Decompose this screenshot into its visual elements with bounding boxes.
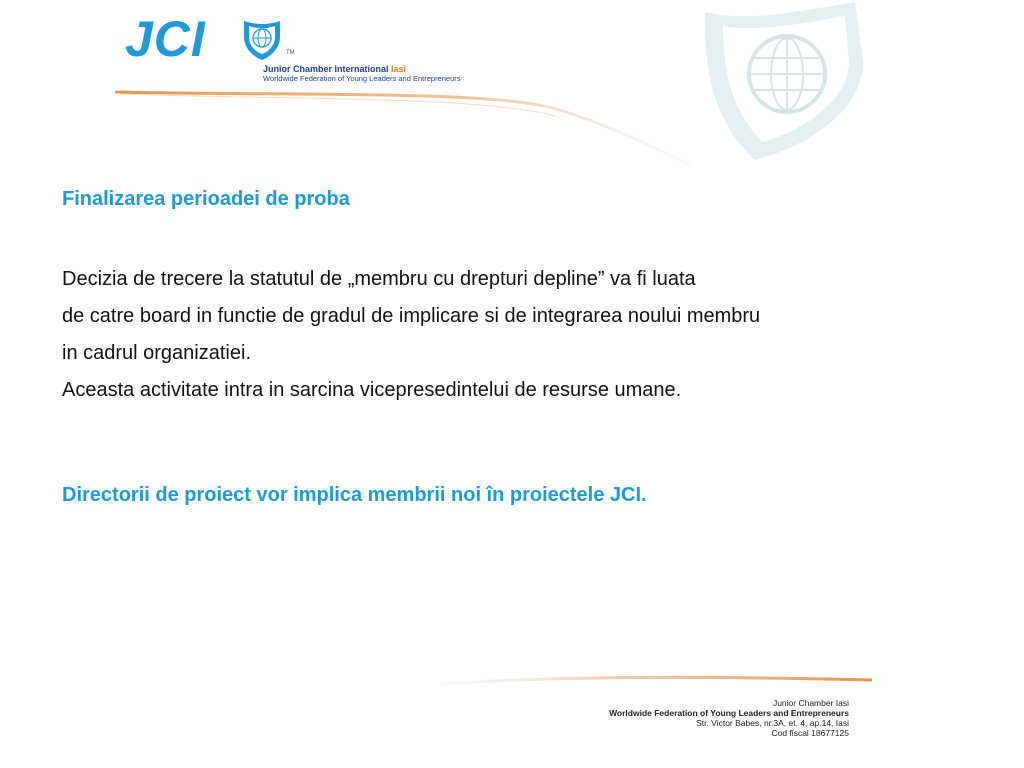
footer-address [609, 698, 849, 738]
closing-statement: Directorii de proiect vor implica membrii noi în proiectele JCI. [62, 484, 647, 506]
trademark-mark: TM [286, 50, 295, 56]
slide-heading: Finalizarea perioadei de proba [62, 188, 350, 210]
jci-shield-icon [240, 17, 284, 61]
body-line: Aceasta activitate intra in sarcina vicepresedintelui de resurse umane. [62, 379, 682, 401]
org-name [263, 64, 406, 74]
footer-org: Junior Chamber Iasi [772, 698, 849, 708]
footer-fiscal-code: Cod fiscal 18677125 [771, 728, 849, 738]
org-name-text: Junior Chamber International [263, 64, 389, 74]
footer-tagline: Worldwide Federation of Young Leaders and Entrepreneurs [609, 708, 849, 718]
jci-wordmark: JCI [125, 11, 206, 67]
body-line: de catre board in functie de gradul de implicare si de integrarea noului membru [62, 305, 761, 327]
org-city: Iasi [391, 64, 407, 74]
footer-street: Str. Victor Babes, nr.3A, et. 4, ap.14, Iasi [696, 718, 849, 728]
shield-watermark-icon [685, 2, 875, 162]
body-line: in cadrul organizatiei. [62, 342, 251, 364]
slide-body [62, 261, 760, 409]
body-line: Decizia de trecere la statutul de „membru cu drepturi depline” va fi luata [62, 268, 696, 290]
org-tagline: Worldwide Federation of Young Leaders and Entrepreneurs [263, 74, 461, 83]
